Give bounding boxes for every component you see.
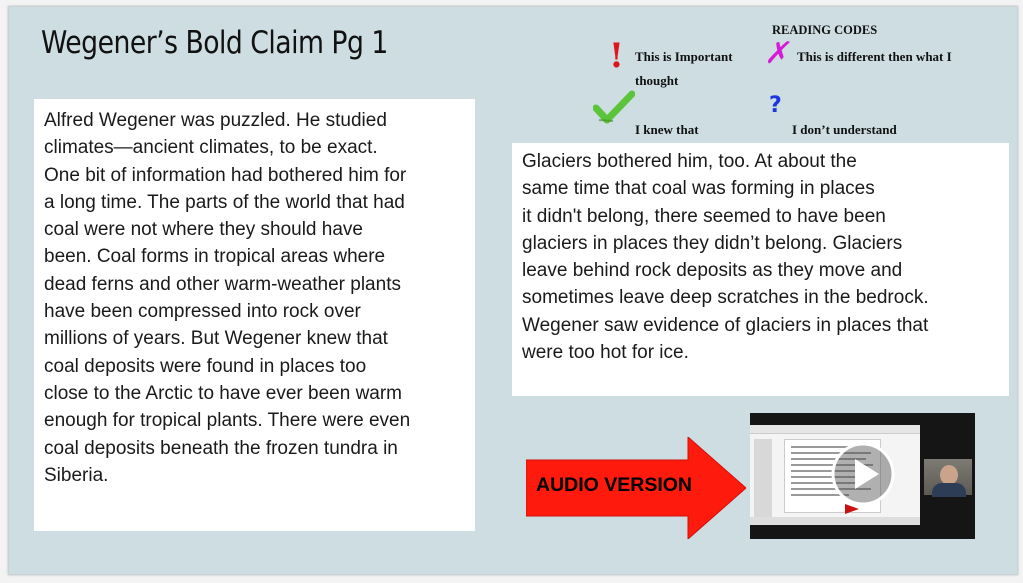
check-mark-icon: [593, 90, 635, 124]
reading-codes-heading: READING CODES: [772, 23, 878, 37]
code-important-label: This is Important: [635, 49, 733, 64]
slide: [8, 6, 1018, 575]
code-dont-understand-label: I don’t understand: [792, 122, 897, 137]
right-text-box[interactable]: [512, 143, 1009, 396]
audio-version-label[interactable]: AUDIO VERSION: [536, 474, 693, 496]
code-different-label: This is different then what I: [797, 49, 952, 64]
exclamation-icon: !: [609, 36, 624, 76]
webcam-thumbnail: [924, 459, 972, 495]
question-mark-icon: ?: [769, 93, 782, 118]
code-thought-label: thought: [635, 73, 679, 88]
left-text-box[interactable]: [34, 99, 475, 531]
slide-title: Wegener’s Bold Claim Pg 1: [41, 25, 388, 61]
x-mark-icon: ✗: [762, 36, 795, 71]
play-icon[interactable]: [830, 441, 896, 507]
right-paragraph: Glaciers bothered him, too. At about the same time that coal was forming in places it didn't belong, there seemed to have been glaciers in places they didn’t belong. Glaciers leave behind rock deposits as they move and sometimes leave deep scratches in the bedrock. Wegener saw evidence of glaciers in places that were too hot for ice.: [522, 151, 929, 364]
left-paragraph: Alfred Wegener was puzzled. He studied climates—ancient climates, to be exact. One bit of information had bothered him for a long time. The parts of the world that had coal were not where they should have been. Coal forms in tropical areas where dead ferns and other warm-weather plants have been compressed into rock over millions of years. But Wegener knew that coal deposits were found in places too close to the Arctic to have ever been warm enough for tropical plants. There were even coal deposits beneath the frozen tundra in Siberia.: [44, 110, 411, 486]
code-knew-label: I knew that: [635, 122, 699, 137]
audio-video-player[interactable]: [750, 413, 975, 539]
